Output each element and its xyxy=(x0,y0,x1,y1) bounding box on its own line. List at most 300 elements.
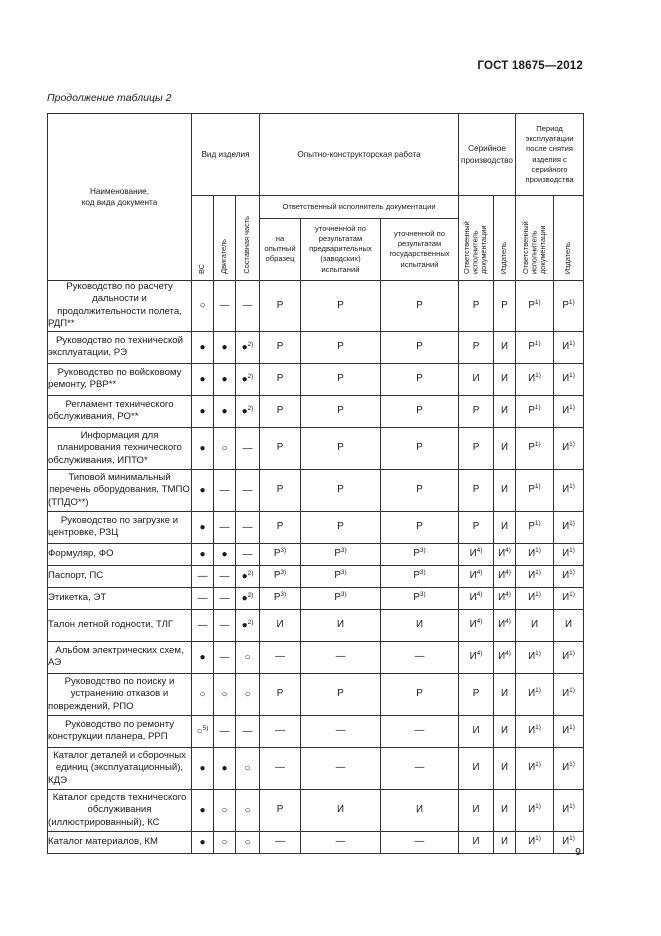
header-serial-publisher-text: Издатель xyxy=(499,241,509,274)
product-mark-cell xyxy=(236,565,260,587)
footnote-ref: 1) xyxy=(535,547,541,554)
responsibility-value: Р xyxy=(334,570,341,581)
product-mark-cell xyxy=(236,609,260,641)
product-mark-cell xyxy=(192,511,214,543)
responsibility-value: Р xyxy=(413,570,420,581)
applicability-mark: ● xyxy=(199,804,206,816)
responsibility-cell xyxy=(494,331,516,363)
responsibility-cell xyxy=(494,641,516,673)
product-mark-cell xyxy=(214,747,236,789)
applicability-mark: — xyxy=(219,651,230,663)
document-name-cell xyxy=(48,543,192,565)
product-mark-cell xyxy=(214,641,236,673)
responsibility-cell xyxy=(381,831,459,853)
applicability-mark: — xyxy=(219,300,230,312)
responsibility-cell xyxy=(301,641,381,673)
responsibility-value: Р xyxy=(337,484,344,495)
document-name-cell xyxy=(48,331,192,363)
footnote-ref: 3) xyxy=(280,547,287,554)
responsibility-value: Р xyxy=(413,548,420,559)
responsibility-value: Р xyxy=(337,341,344,352)
applicability-mark: — xyxy=(219,484,230,496)
applicability-mark: — xyxy=(197,570,208,582)
product-mark-cell xyxy=(236,715,260,747)
applicability-mark: ○ xyxy=(244,804,251,816)
document-name: Каталог материалов, КМ xyxy=(48,836,158,848)
product-mark-cell xyxy=(214,363,236,395)
table-body xyxy=(48,281,584,854)
responsibility-cell xyxy=(260,543,301,565)
responsibility-value: И xyxy=(562,688,570,699)
responsibility-value: И xyxy=(528,592,536,603)
responsibility-cell xyxy=(516,281,554,332)
responsibility-value: И xyxy=(498,570,506,581)
responsibility-cell xyxy=(381,587,459,609)
responsibility-cell xyxy=(459,641,494,673)
responsibility-value: И xyxy=(498,651,506,662)
table-row xyxy=(48,281,584,332)
responsibility-cell xyxy=(554,281,584,332)
responsibility-cell xyxy=(381,331,459,363)
responsibility-cell xyxy=(554,543,584,565)
responsibility-cell xyxy=(381,641,459,673)
applicability-mark: ● xyxy=(221,548,228,560)
responsibility-value: Р xyxy=(528,521,535,532)
responsibility-cell xyxy=(381,565,459,587)
footnote-ref: 1) xyxy=(569,724,575,731)
responsibility-cell xyxy=(459,747,494,789)
footnote-ref: 5) xyxy=(202,724,209,732)
document-name: Паспорт, ПС xyxy=(48,570,104,582)
applicability-mark: ● xyxy=(199,548,206,560)
document-name-cell xyxy=(48,363,192,395)
document-name: Каталог средств технического обслуживания (иллюстрированный), КС xyxy=(48,791,187,828)
applicability-mark: ● xyxy=(199,341,206,353)
responsibility-value: Р xyxy=(276,341,284,352)
applicability-mark: — xyxy=(242,725,253,737)
responsibility-cell xyxy=(260,363,301,395)
applicability-mark: ● xyxy=(221,762,228,774)
footnote-ref: 1) xyxy=(535,761,541,768)
applicability-mark: ○ xyxy=(221,442,228,454)
responsibility-value: И xyxy=(528,725,536,736)
document-name-cell xyxy=(48,747,192,789)
header-prototype: на опытный образец xyxy=(260,218,301,280)
applicability-mark: ● xyxy=(199,442,206,454)
applicability-mark: ● xyxy=(199,651,206,663)
responsibility-value: Р xyxy=(413,592,420,603)
responsibility-cell xyxy=(554,715,584,747)
applicability-mark: — xyxy=(219,619,230,631)
product-mark-cell xyxy=(214,673,236,715)
header-document-name-text: Наименование, код вида документа xyxy=(81,186,158,207)
product-mark-cell xyxy=(192,747,214,789)
product-mark-cell xyxy=(214,609,236,641)
table-row xyxy=(48,747,584,789)
responsibility-cell xyxy=(459,789,494,831)
header-responsible-executor: Ответственный исполнитель документации xyxy=(260,196,459,219)
responsibility-value: — xyxy=(275,651,285,662)
document-name: Альбом электрических схем, АЭ xyxy=(48,644,184,669)
header-product-type: Вид изделия xyxy=(192,114,260,196)
footnote-ref: 1) xyxy=(534,441,541,448)
responsibility-value: Р xyxy=(276,373,284,384)
responsibility-value: И xyxy=(562,651,570,662)
responsibility-value: — xyxy=(335,762,346,773)
responsibility-cell xyxy=(516,427,554,469)
product-mark-cell xyxy=(192,331,214,363)
responsibility-cell xyxy=(494,789,516,831)
header-col-component-text: Составная часть xyxy=(242,216,252,274)
responsibility-value: И xyxy=(562,804,570,815)
product-mark-cell xyxy=(192,789,214,831)
responsibility-cell xyxy=(459,363,494,395)
footnote-ref: 3) xyxy=(280,591,287,598)
responsibility-cell xyxy=(260,747,301,789)
responsibility-cell xyxy=(301,609,381,641)
responsibility-cell xyxy=(494,363,516,395)
responsibility-value: И xyxy=(562,484,570,495)
responsibility-value: И xyxy=(469,651,477,662)
responsibility-cell xyxy=(554,587,584,609)
responsibility-cell xyxy=(516,331,554,363)
table-row xyxy=(48,511,584,543)
responsibility-cell xyxy=(554,641,584,673)
responsibility-cell xyxy=(494,609,516,641)
footnote-ref: 1) xyxy=(569,835,575,842)
responsibility-value: Р xyxy=(416,299,423,311)
document-name-cell xyxy=(48,831,192,853)
responsibility-cell xyxy=(381,747,459,789)
responsibility-cell xyxy=(554,395,584,427)
responsibility-value: Р xyxy=(416,373,423,384)
footnote-ref: 1) xyxy=(534,404,541,411)
responsibility-cell xyxy=(381,511,459,543)
applicability-mark: ● xyxy=(199,836,206,848)
document-name: Формуляр, ФО xyxy=(48,548,114,560)
responsibility-cell xyxy=(516,747,554,789)
responsibility-value: И xyxy=(501,521,509,532)
footnote-ref: 1) xyxy=(569,404,575,411)
page-number: 9 xyxy=(575,846,581,858)
responsibility-value: И xyxy=(562,405,570,416)
document-name-cell xyxy=(48,511,192,543)
header-period-publisher-text: Издатель xyxy=(563,241,573,274)
product-mark-cell xyxy=(214,789,236,831)
applicability-mark: ● xyxy=(241,373,248,385)
responsibility-value: И xyxy=(501,484,509,495)
responsibility-cell xyxy=(516,641,554,673)
responsibility-cell xyxy=(516,395,554,427)
responsibility-value: И xyxy=(472,836,480,847)
footnote-ref: 1) xyxy=(568,298,575,306)
responsibility-value: Р xyxy=(416,521,423,532)
responsibility-cell xyxy=(381,673,459,715)
applicability-mark: ● xyxy=(241,405,248,417)
document-name: Руководство по технической эксплуатации, РЭ xyxy=(48,334,183,359)
applicability-mark: ○ xyxy=(244,836,251,848)
footnote-ref: 2) xyxy=(247,372,254,380)
responsibility-cell xyxy=(554,331,584,363)
responsibility-value: Р xyxy=(273,592,281,603)
responsibility-value: И xyxy=(528,688,536,699)
document-name-cell xyxy=(48,789,192,831)
responsibility-cell xyxy=(381,363,459,395)
responsibility-cell xyxy=(459,609,494,641)
responsibility-value: Р xyxy=(337,373,344,384)
product-mark-cell xyxy=(214,543,236,565)
applicability-mark: — xyxy=(197,592,208,604)
table-caption: Продолжение таблицы 2 xyxy=(47,92,172,104)
product-mark-cell xyxy=(236,673,260,715)
document-name: Руководство по поиску и устранению отказов и повреждений, РПО xyxy=(48,675,175,712)
header-preliminary-tests: уточненной по результатам предварительных (заводских) испытаний xyxy=(301,218,381,280)
responsibility-value: И xyxy=(472,373,480,384)
responsibility-value: Р xyxy=(472,341,480,352)
responsibility-value: И xyxy=(469,619,477,630)
responsibility-cell xyxy=(260,789,301,831)
responsibility-value: И xyxy=(498,548,506,559)
responsibility-value: И xyxy=(528,651,536,662)
footnote-ref: 1) xyxy=(535,687,541,694)
responsibility-value: И xyxy=(501,688,509,699)
footnote-ref: 1) xyxy=(535,372,541,379)
responsibility-value: Р xyxy=(276,442,284,453)
responsibility-cell xyxy=(301,395,381,427)
applicability-mark: ○ xyxy=(221,804,228,816)
responsibility-cell xyxy=(516,587,554,609)
responsibility-cell xyxy=(494,831,516,853)
responsibility-cell xyxy=(516,511,554,543)
responsibility-value: Р xyxy=(472,521,480,532)
responsibility-cell xyxy=(554,363,584,395)
applicability-mark: ● xyxy=(199,405,206,417)
header-serial-production: Серийное производство xyxy=(459,114,516,196)
footnote-ref: 4) xyxy=(505,591,511,598)
responsibility-value: И xyxy=(472,725,480,736)
responsibility-value: Р xyxy=(472,484,480,495)
responsibility-value: И xyxy=(276,619,284,630)
table-row xyxy=(48,543,584,565)
product-mark-cell xyxy=(214,715,236,747)
responsibility-cell xyxy=(494,469,516,511)
responsibility-cell xyxy=(554,469,584,511)
responsibility-cell xyxy=(516,673,554,715)
table-row xyxy=(48,395,584,427)
table-row xyxy=(48,331,584,363)
footnote-ref: 1) xyxy=(569,340,575,347)
responsibility-cell xyxy=(459,511,494,543)
footnote-ref: 1) xyxy=(535,591,541,598)
header-serial-responsible-text: Ответственный исполнитель документации xyxy=(462,221,489,274)
document-name-cell xyxy=(48,565,192,587)
responsibility-cell xyxy=(554,511,584,543)
product-mark-cell xyxy=(192,281,214,332)
product-mark-cell xyxy=(214,587,236,609)
responsibility-value: Р xyxy=(472,299,480,311)
document-name-cell xyxy=(48,609,192,641)
table-row xyxy=(48,363,584,395)
responsibility-cell xyxy=(516,715,554,747)
header-serial-publisher xyxy=(494,196,516,281)
product-mark-cell xyxy=(192,565,214,587)
applicability-mark: ● xyxy=(221,405,228,417)
responsibility-value: И xyxy=(562,341,570,352)
applicability-mark: ● xyxy=(241,341,248,353)
responsibility-value: И xyxy=(336,619,345,630)
footnote-ref: 3) xyxy=(419,591,426,598)
footnote-ref: 4) xyxy=(476,650,483,657)
responsibility-value: Р xyxy=(416,442,423,453)
responsibility-cell xyxy=(260,281,301,332)
responsibility-cell xyxy=(494,587,516,609)
responsibility-cell xyxy=(260,673,301,715)
document-name: Информация для планирования технического обслуживания, ИПТО* xyxy=(48,429,182,466)
header-serial-responsible xyxy=(459,196,494,281)
responsibility-cell xyxy=(381,543,459,565)
footnote-ref: 1) xyxy=(569,761,575,768)
responsibility-cell xyxy=(260,641,301,673)
footnote-ref: 1) xyxy=(535,724,541,731)
responsibility-value: Р xyxy=(528,442,535,453)
responsibility-value: И xyxy=(501,804,509,815)
footnote-ref: 1) xyxy=(534,340,541,347)
responsibility-value: Р xyxy=(472,405,480,416)
document-name-cell xyxy=(48,427,192,469)
responsibility-cell xyxy=(554,609,584,641)
responsibility-value: И xyxy=(562,373,570,384)
footnote-ref: 2) xyxy=(247,591,254,599)
responsibility-cell xyxy=(260,331,301,363)
responsibility-value: И xyxy=(565,619,573,630)
document-name: Руководство по загрузке и центровке, РЗЦ xyxy=(48,514,179,539)
footnote-ref: 1) xyxy=(569,520,575,527)
footnote-ref: 1) xyxy=(569,687,575,694)
footnote-ref: 3) xyxy=(419,547,426,554)
responsibility-cell xyxy=(301,673,381,715)
applicability-mark: ○ xyxy=(221,836,228,848)
applicability-mark: ● xyxy=(221,341,228,353)
footnote-ref: 1) xyxy=(569,591,575,598)
responsibility-value: — xyxy=(335,725,346,736)
responsibility-cell xyxy=(381,789,459,831)
product-mark-cell xyxy=(236,789,260,831)
document-name-cell xyxy=(48,715,192,747)
responsibility-value: И xyxy=(562,762,570,773)
product-mark-cell xyxy=(236,831,260,853)
responsibility-cell xyxy=(381,609,459,641)
responsibility-cell xyxy=(516,609,554,641)
responsibility-value: Р xyxy=(416,405,423,416)
responsibility-value: Р xyxy=(472,442,480,453)
responsibility-value: Р xyxy=(276,804,284,815)
product-mark-cell xyxy=(214,469,236,511)
product-mark-cell xyxy=(214,331,236,363)
footnote-ref: 1) xyxy=(535,569,541,576)
header-period-responsible-text: Ответственный исполнитель документации xyxy=(520,221,547,274)
responsibility-cell xyxy=(516,789,554,831)
footnote-ref: 1) xyxy=(569,803,575,810)
product-mark-cell xyxy=(214,831,236,853)
product-mark-cell xyxy=(192,673,214,715)
responsibility-cell xyxy=(301,363,381,395)
responsibility-value: И xyxy=(501,341,509,352)
responsibility-value: Р xyxy=(276,688,284,699)
responsibility-cell xyxy=(554,565,584,587)
responsibility-value: — xyxy=(275,762,285,773)
responsibility-value: Р xyxy=(337,299,344,311)
responsibility-cell xyxy=(554,427,584,469)
header-col-aircraft-text: ВС xyxy=(197,263,207,274)
applicability-mark: — xyxy=(197,619,208,631)
responsibility-value: — xyxy=(414,836,425,847)
responsibility-value: — xyxy=(414,651,425,662)
table-row xyxy=(48,831,584,853)
responsibility-cell xyxy=(516,831,554,853)
responsibility-value: Р xyxy=(334,592,341,603)
responsibility-value: И xyxy=(336,804,345,815)
responsibility-cell xyxy=(381,715,459,747)
responsibility-cell xyxy=(301,469,381,511)
responsibility-cell xyxy=(459,395,494,427)
responsibility-value: Р xyxy=(528,299,535,311)
responsibility-value: Р xyxy=(472,688,480,699)
applicability-mark: ○ xyxy=(196,725,203,737)
applicability-mark: ○ xyxy=(244,762,251,774)
responsibility-cell xyxy=(516,565,554,587)
responsibility-cell xyxy=(301,511,381,543)
responsibility-cell xyxy=(381,395,459,427)
responsibility-cell xyxy=(516,363,554,395)
footnote-ref: 1) xyxy=(535,835,541,842)
table-row xyxy=(48,469,584,511)
responsibility-value: И xyxy=(528,548,536,559)
responsibility-value: И xyxy=(501,373,509,384)
applicability-mark: ○ xyxy=(244,688,251,700)
document-name-cell xyxy=(48,281,192,332)
header-col-engine xyxy=(214,196,236,281)
responsibility-cell xyxy=(260,511,301,543)
product-mark-cell xyxy=(236,395,260,427)
table-row xyxy=(48,427,584,469)
responsibility-cell xyxy=(260,469,301,511)
responsibility-cell xyxy=(459,469,494,511)
footnote-ref: 1) xyxy=(534,298,541,306)
footnote-ref: 3) xyxy=(280,569,287,576)
responsibility-value: И xyxy=(472,762,480,773)
responsibility-value: Р xyxy=(276,521,284,532)
product-mark-cell xyxy=(236,281,260,332)
responsibility-cell xyxy=(260,715,301,747)
footnote-ref: 1) xyxy=(535,650,541,657)
applicability-mark: ● xyxy=(241,570,248,582)
footnote-ref: 4) xyxy=(505,650,511,657)
table-row xyxy=(48,715,584,747)
table-row xyxy=(48,587,584,609)
responsibility-cell xyxy=(301,427,381,469)
responsibility-cell xyxy=(554,673,584,715)
footnote-ref: 2) xyxy=(247,404,254,412)
responsibility-value: Р xyxy=(528,405,535,416)
document-name: Руководство по ремонту конструкции планера, РРП xyxy=(48,718,175,743)
document-name-cell xyxy=(48,395,192,427)
product-mark-cell xyxy=(192,363,214,395)
responsibility-cell xyxy=(494,511,516,543)
product-mark-cell xyxy=(192,395,214,427)
footnote-ref: 4) xyxy=(505,569,511,576)
applicability-mark: ● xyxy=(241,619,248,631)
responsibility-value: И xyxy=(501,836,509,847)
